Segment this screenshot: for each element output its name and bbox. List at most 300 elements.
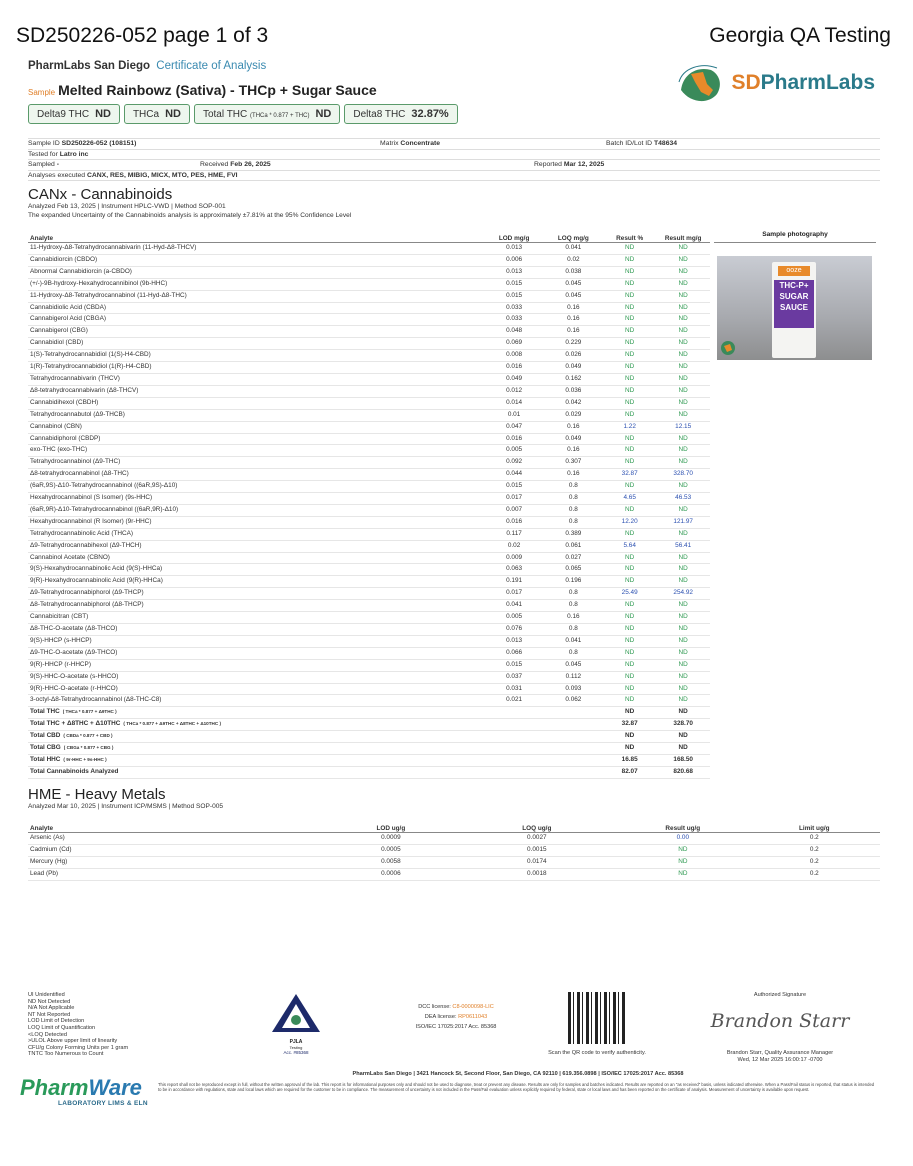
total-pct: ND	[603, 743, 656, 755]
legend-item: UI Unidentified	[28, 992, 65, 998]
badge-value: ND	[315, 108, 332, 120]
total-pct: 16.85	[603, 754, 656, 766]
loq-value: 0.307	[544, 457, 603, 469]
lod-value: 0.033	[484, 302, 543, 314]
lod-value: 0.037	[484, 671, 543, 683]
metal-row	[28, 868, 880, 880]
result-pct: ND	[603, 326, 656, 338]
result-pct: ND	[603, 600, 656, 612]
analyses-label: Analyses executed	[28, 171, 86, 179]
reported: Mar 12, 2025	[563, 161, 605, 168]
badge-label: Delta8 THC	[353, 109, 406, 120]
result-pct: ND	[603, 254, 656, 266]
result-mg: ND	[656, 433, 710, 445]
legend-item: <LOQ Detected	[28, 1031, 68, 1038]
cannabinoid-row	[28, 564, 710, 576]
iso-cert: ISO/IEC 17025:2017 Acc. 85368	[415, 1024, 497, 1030]
metal-result: ND	[617, 868, 748, 880]
result-pct: ND	[603, 409, 656, 421]
analyte-name: 9(S)-HHCP (s-HHCP)	[28, 635, 484, 647]
empty-cell	[484, 743, 543, 755]
result-pct: ND	[603, 314, 656, 326]
cannabinoid-row	[28, 243, 710, 255]
loq-value: 0.062	[544, 695, 603, 707]
metal-limit: 0.2	[749, 868, 880, 880]
result-mg: ND	[656, 671, 710, 683]
analyte-name: Cannabigerol Acid (CBGA)	[28, 314, 484, 326]
result-mg: ND	[656, 576, 710, 588]
result-mg: 254.92	[656, 588, 710, 600]
result-mg: ND	[656, 397, 710, 409]
loq-value: 0.026	[544, 350, 603, 362]
analyte-name: 3-octyl-Δ8-Tetrahydrocannabinol (Δ8-THC-C8)	[28, 695, 484, 707]
empty-cell	[544, 766, 603, 778]
result-mg: ND	[656, 457, 710, 469]
result-mg: ND	[656, 350, 710, 362]
analyte-name: Tetrahydrocannabutol (Δ9-THCB)	[28, 409, 484, 421]
result-mg: ND	[656, 362, 710, 374]
result-mg: ND	[656, 647, 710, 659]
cannabinoid-row	[28, 421, 710, 433]
analyte-name: Abnormal Cannabidiorcin (a-CBDO)	[28, 266, 484, 278]
total-formula: ( THCa * 0.877 + Δ9THC )	[62, 709, 117, 715]
cannabinoid-row	[28, 528, 710, 540]
result-mg: ND	[656, 564, 710, 576]
result-pct: ND	[603, 624, 656, 636]
result-pct: 12.20	[603, 516, 656, 528]
sampled-label: Sampled	[28, 161, 55, 168]
analyte-name: Hexahydrocannabinol (S Isomer) (9s-HHC)	[28, 493, 484, 505]
product-box	[772, 262, 816, 358]
cannabinoid-row	[28, 647, 710, 659]
loq-value: 0.042	[544, 397, 603, 409]
total-pct: 32.87	[603, 719, 656, 731]
total-mg: ND	[656, 707, 710, 719]
result-mg: ND	[656, 659, 710, 671]
badge-value: ND	[95, 108, 111, 120]
loq-value: 0.049	[544, 362, 603, 374]
analyte-name: Cannabidiphorol (CBDP)	[28, 433, 484, 445]
total-row	[28, 766, 710, 778]
cannabinoid-row	[28, 552, 710, 564]
lod-value: 0.006	[484, 254, 543, 266]
lod-value: 0.015	[484, 481, 543, 493]
signature-date: Wed, 12 Mar 2025 16:00:17 -0700	[737, 1057, 823, 1063]
signature-image: Brandon Starr	[710, 1010, 850, 1032]
logo-pharmlabs: PharmLabs	[760, 71, 875, 94]
lod-value: 0.016	[484, 433, 543, 445]
analyte-name: Δ8-Tetrahydrocannabiphorol (Δ8-THCP)	[28, 600, 484, 612]
total-name	[28, 766, 484, 778]
result-mg: ND	[656, 243, 710, 255]
cannabinoid-row	[28, 671, 710, 683]
dcc-label: DCC license:	[418, 1004, 451, 1010]
result-pct: ND	[603, 373, 656, 385]
result-pct: 32.87	[603, 469, 656, 481]
result-pct: ND	[603, 576, 656, 588]
analyte-name: Δ9-THC-O-acetate (Δ9-THCO)	[28, 647, 484, 659]
lod-value: 0.048	[484, 326, 543, 338]
result-pct: ND	[603, 683, 656, 695]
lod-value: 0.191	[484, 576, 543, 588]
cannabinoid-row	[28, 683, 710, 695]
metal-name: Cadmium (Cd)	[28, 844, 325, 856]
total-name	[28, 754, 484, 766]
metal-loq: 0.0027	[457, 833, 618, 845]
tested-for: Latro inc	[59, 150, 89, 158]
cannabinoid-row	[28, 397, 710, 409]
loq-value: 0.041	[544, 635, 603, 647]
metal-result: ND	[617, 844, 748, 856]
sample-id-label: Sample ID	[28, 140, 60, 147]
lod-value: 0.008	[484, 350, 543, 362]
sample-id: SD250226-052 (108151)	[61, 140, 137, 147]
disclaimer: This report shall not be reproduced except in full, without the written approval of the lab. This report is for informational purposes only and should not be used to diagnose, treat or prevent any disease. Results are only for samples and batches indicated. Results are reported on an "as received" basis, unless indicated otherwise. When a Pass/Fail status is reported, that status is intended to be in accordance with regulations, state and local laws which are required for the customer to be in compliance. The measurement of uncertainty is not included in the Pass/Fail evaluation unless explicitly required by federal, state or local laws and has been reported on the certificate of analysis. Measurement of uncertainty is available upon request.	[158, 1082, 875, 1092]
metal-name: Lead (Pb)	[28, 868, 325, 880]
badge-label: THCa	[132, 109, 160, 120]
lod-value: 0.013	[484, 266, 543, 278]
analyte-name: Δ9-Tetrahydrocannabiphorol (Δ9-THCP)	[28, 588, 484, 600]
total-pct: ND	[603, 731, 656, 743]
empty-cell	[484, 719, 543, 731]
result-pct: ND	[603, 528, 656, 540]
cannabinoids-header	[28, 186, 351, 220]
result-mg: ND	[656, 266, 710, 278]
badge-3	[344, 104, 457, 124]
result-mg: ND	[656, 385, 710, 397]
metal-loq: 0.0018	[457, 868, 618, 880]
empty-cell	[544, 754, 603, 766]
loq-value: 0.02	[544, 254, 603, 266]
sample-prefix: Sample	[28, 88, 56, 97]
metal-lod: 0.0006	[325, 868, 456, 880]
cannabinoid-row	[28, 350, 710, 362]
lod-value: 0.007	[484, 504, 543, 516]
result-pct: 5.64	[603, 540, 656, 552]
legend-item: LOQ Limit of Quantification	[28, 1024, 96, 1031]
loq-value: 0.093	[544, 683, 603, 695]
cannabinoid-row	[28, 457, 710, 469]
lod-value: 0.021	[484, 695, 543, 707]
loq-value: 0.027	[544, 552, 603, 564]
cannabinoids-table	[28, 226, 710, 779]
analyte-name: 11-Hydroxy-Δ8-Tetrahydrocannabinol (11-Hyd-Δ8-THC)	[28, 290, 484, 302]
metal-row	[28, 844, 880, 856]
badge-value: ND	[165, 108, 181, 120]
total-row	[28, 707, 710, 719]
lod-value: 0.076	[484, 624, 543, 636]
legend-item: ND Not Detected	[28, 998, 71, 1005]
cannabinoid-row	[28, 540, 710, 552]
summary-badges	[28, 104, 458, 124]
analyte-name: Cannabidiorcin (CBDO)	[28, 254, 484, 266]
lab-address: PharmLabs San Diego | 3421 Hancock St, Second Floor, San Diego, CA 92110 | 619.356.0898 | ISO/IEC 17025:2017 Acc. 85368	[352, 1071, 684, 1077]
cannabinoids-uncertainty: The expanded Uncertainty of the Cannabinoids analysis is approximately ±7.81% at the 95% Confidence Level	[28, 211, 352, 219]
total-pct: ND	[603, 707, 656, 719]
metal-col-limit: Limit ug/g	[749, 816, 880, 833]
analyte-name: Cannabidiolic Acid (CBDA)	[28, 302, 484, 314]
result-mg: ND	[656, 302, 710, 314]
cannabinoid-row	[28, 266, 710, 278]
result-mg: ND	[656, 338, 710, 350]
total-row	[28, 719, 710, 731]
lod-value: 0.092	[484, 457, 543, 469]
total-mg: 328.70	[656, 719, 710, 731]
loq-value: 0.8	[544, 504, 603, 516]
col-analyte: Analyte	[28, 226, 484, 243]
lod-value: 0.014	[484, 397, 543, 409]
lod-value: 0.015	[484, 278, 543, 290]
cannabinoid-row	[28, 385, 710, 397]
total-mg: ND	[656, 731, 710, 743]
lod-value: 0.016	[484, 362, 543, 374]
result-pct: 1.22	[603, 421, 656, 433]
loq-value: 0.041	[544, 243, 603, 255]
loq-value: 0.389	[544, 528, 603, 540]
cannabinoid-row	[28, 612, 710, 624]
loq-value: 0.8	[544, 481, 603, 493]
cannabinoid-row	[28, 433, 710, 445]
loq-value: 0.16	[544, 445, 603, 457]
analyte-name: Cannabidihexol (CBDH)	[28, 397, 484, 409]
sample-name: Melted Rainbowz (Sativa) - THCp + Sugar Sauce	[58, 82, 377, 98]
loq-value: 0.8	[544, 647, 603, 659]
analyte-name: exo-THC (exo-THC)	[28, 445, 484, 457]
coa-label: Certificate of Analysis	[156, 60, 267, 72]
cannabinoid-row	[28, 362, 710, 374]
metal-col-lod: LOD ug/g	[325, 816, 456, 833]
badge-1	[124, 104, 190, 124]
lod-value: 0.017	[484, 588, 543, 600]
loq-value: 0.162	[544, 373, 603, 385]
analyte-name: Hexahydrocannabinol (R Isomer) (9r-HHC)	[28, 516, 484, 528]
pjla-badge	[268, 992, 324, 1055]
result-pct: ND	[603, 290, 656, 302]
lod-value: 0.009	[484, 552, 543, 564]
abbreviation-legend	[28, 992, 178, 1058]
result-pct: ND	[603, 397, 656, 409]
cannabinoid-row	[28, 278, 710, 290]
sample-meta	[28, 138, 880, 181]
metal-result: ND	[617, 856, 748, 868]
metal-loq: 0.0174	[457, 856, 618, 868]
result-pct: ND	[603, 385, 656, 397]
analyte-name: Cannabidiol (CBD)	[28, 338, 484, 350]
loq-value: 0.045	[544, 659, 603, 671]
loq-value: 0.16	[544, 314, 603, 326]
pjla-sub: Testing	[289, 1045, 303, 1050]
result-pct: ND	[603, 266, 656, 278]
loq-value: 0.8	[544, 516, 603, 528]
loq-value: 0.16	[544, 421, 603, 433]
legend-item: CFU/g Colony Forming Units per 1 gram	[28, 1044, 129, 1051]
cannabinoid-row	[28, 290, 710, 302]
reported-label: Reported	[534, 161, 562, 168]
empty-cell	[484, 766, 543, 778]
result-mg: ND	[656, 409, 710, 421]
empty-cell	[544, 707, 603, 719]
analyte-name: Cannabinol (CBN)	[28, 421, 484, 433]
result-mg: ND	[656, 600, 710, 612]
total-name	[28, 743, 484, 755]
metal-col-result: Result ug/g	[617, 816, 748, 833]
loq-value: 0.045	[544, 290, 603, 302]
empty-cell	[544, 743, 603, 755]
loq-value: 0.049	[544, 433, 603, 445]
result-pct: ND	[603, 647, 656, 659]
photo-header: Sample photography	[714, 228, 876, 243]
total-label: Total Cannabinoids Analyzed	[30, 767, 119, 775]
lab-name: PharmLabs San Diego	[28, 60, 151, 72]
cannabinoid-row	[28, 504, 710, 516]
result-mg: 12.15	[656, 421, 710, 433]
loq-value: 0.16	[544, 612, 603, 624]
legend-item: TNTC Too Numerous to Count	[28, 1051, 104, 1058]
result-mg: ND	[656, 504, 710, 516]
result-pct: ND	[603, 659, 656, 671]
dea-label: DEA license:	[424, 1014, 457, 1020]
loq-value: 0.036	[544, 385, 603, 397]
loq-value: 0.045	[544, 278, 603, 290]
result-pct: 25.49	[603, 588, 656, 600]
result-mg: ND	[656, 683, 710, 695]
total-formula: ( CBGa * 0.877 + CBG )	[63, 745, 114, 751]
result-mg: 56.41	[656, 540, 710, 552]
analyte-name: 9(R)-Hexahydrocannabinolic Acid (9(R)-HHCa)	[28, 576, 484, 588]
cannabinoid-row	[28, 493, 710, 505]
result-pct: ND	[603, 612, 656, 624]
metal-row	[28, 856, 880, 868]
lod-value: 0.031	[484, 683, 543, 695]
metal-limit: 0.2	[749, 856, 880, 868]
cannabinoid-row	[28, 409, 710, 421]
lod-value: 0.063	[484, 564, 543, 576]
sampled: -	[56, 161, 59, 168]
cannabinoid-row	[28, 314, 710, 326]
lod-value: 0.044	[484, 469, 543, 481]
lod-value: 0.017	[484, 493, 543, 505]
lod-value: 0.041	[484, 600, 543, 612]
dcc-license: C8-0000098-LIC	[452, 1004, 494, 1010]
loq-value: 0.029	[544, 409, 603, 421]
pjla-logo-icon	[270, 992, 322, 1034]
result-pct: ND	[603, 564, 656, 576]
metal-lod: 0.0058	[325, 856, 456, 868]
total-mg: 820.68	[656, 766, 710, 778]
analyte-name: Δ8-THC-O-acetate (Δ8-THCO)	[28, 624, 484, 636]
lod-value: 0.117	[484, 528, 543, 540]
sdpharmlabs-logo	[673, 60, 875, 106]
batch-id: T48634	[653, 140, 678, 147]
result-pct: ND	[603, 695, 656, 707]
verification-qr-code[interactable]	[568, 992, 626, 1044]
metals-title: HME - Heavy Metals	[28, 786, 166, 803]
metal-loq: 0.0015	[457, 844, 618, 856]
result-mg: ND	[656, 528, 710, 540]
cannabinoid-row	[28, 481, 710, 493]
result-mg: ND	[656, 624, 710, 636]
lod-value: 0.047	[484, 421, 543, 433]
loq-value: 0.8	[544, 588, 603, 600]
lab-line	[28, 60, 266, 72]
total-label: Total THC + Δ8THC + Δ10THC	[30, 720, 121, 728]
tested-for-label: Tested for	[28, 150, 58, 158]
dea-license: RP0611043	[458, 1014, 488, 1020]
result-pct: ND	[603, 338, 656, 350]
pjla-accreditation: Acc. #85368	[283, 1050, 309, 1055]
pharmware-logo	[20, 1076, 148, 1107]
analyte-name: 1(S)-Tetrahydrocannabidiol (1(S)-H4-CBD)	[28, 350, 484, 362]
logo-sd: SD	[731, 71, 761, 94]
cannabinoid-row	[28, 635, 710, 647]
total-label: Total THC	[30, 708, 60, 716]
result-pct: ND	[603, 278, 656, 290]
lod-value: 0.033	[484, 314, 543, 326]
result-mg: ND	[656, 445, 710, 457]
cannabinoid-row	[28, 373, 710, 385]
watermark-logo-icon	[719, 340, 737, 356]
received: Feb 26, 2025	[230, 161, 271, 168]
cannabinoid-row	[28, 326, 710, 338]
pjla-name: PJLA	[289, 1039, 303, 1045]
result-pct: ND	[603, 433, 656, 445]
badge-value: 32.87%	[411, 108, 449, 120]
metal-limit: 0.2	[749, 844, 880, 856]
cannabinoid-row	[28, 600, 710, 612]
total-row	[28, 731, 710, 743]
received-label: Received	[200, 161, 229, 168]
cannabinoids-analyzed: Analyzed Feb 13, 2025 | Instrument HPLC-VWD | Method SOP-001	[28, 203, 226, 210]
col-lod: LOD mg/g	[484, 226, 543, 243]
product-brand: ooze	[778, 266, 810, 276]
badge-label: Delta9 THC	[37, 109, 90, 120]
result-mg: ND	[656, 314, 710, 326]
legend-item: LOD Limit of Detection	[28, 1018, 85, 1025]
metal-name: Arsenic (As)	[28, 833, 325, 845]
badge-0	[28, 104, 120, 124]
result-pct: ND	[603, 457, 656, 469]
result-pct: ND	[603, 504, 656, 516]
analyte-name: Cannabigerol (CBG)	[28, 326, 484, 338]
result-pct: ND	[603, 635, 656, 647]
result-mg: ND	[656, 254, 710, 266]
loq-value: 0.8	[544, 624, 603, 636]
analyses: CANX, RES, MIBIG, MICX, MTO, PES, HME, FVI	[86, 171, 238, 179]
result-pct: 4.65	[603, 493, 656, 505]
analyte-name: Δ8-tetrahydrocannabivarin (Δ8-THCV)	[28, 385, 484, 397]
empty-cell	[544, 719, 603, 731]
client-name: Georgia QA Testing	[709, 24, 891, 47]
document-id: SD250226-052 page 1 of 3	[16, 24, 269, 47]
loq-value: 0.038	[544, 266, 603, 278]
total-row	[28, 743, 710, 755]
loq-value: 0.061	[544, 540, 603, 552]
col-result-mg: Result mg/g	[656, 226, 710, 243]
analyte-name: 9(S)-HHC-O-acetate (s-HHCO)	[28, 671, 484, 683]
pharmware-sub: LABORATORY LIMS & ELN	[58, 1100, 148, 1107]
cannabinoid-row	[28, 254, 710, 266]
result-pct: ND	[603, 302, 656, 314]
total-formula: ( CBDa * 0.877 + CBD )	[63, 733, 113, 739]
analyte-name: (6aR,9S)-Δ10-Tetrahydrocannabinol ((6aR,9S)-Δ10)	[28, 481, 484, 493]
loq-value: 0.229	[544, 338, 603, 350]
pharmware-a: Pharm	[20, 1075, 89, 1100]
analyte-name: Tetrahydrocannabinolic Acid (THCA)	[28, 528, 484, 540]
total-label: Total CBG	[30, 744, 61, 752]
total-formula: ( 9r-HHC + 9s-HHC )	[63, 756, 107, 762]
result-mg: ND	[656, 373, 710, 385]
analyte-name: Cannabicitran (CBT)	[28, 612, 484, 624]
